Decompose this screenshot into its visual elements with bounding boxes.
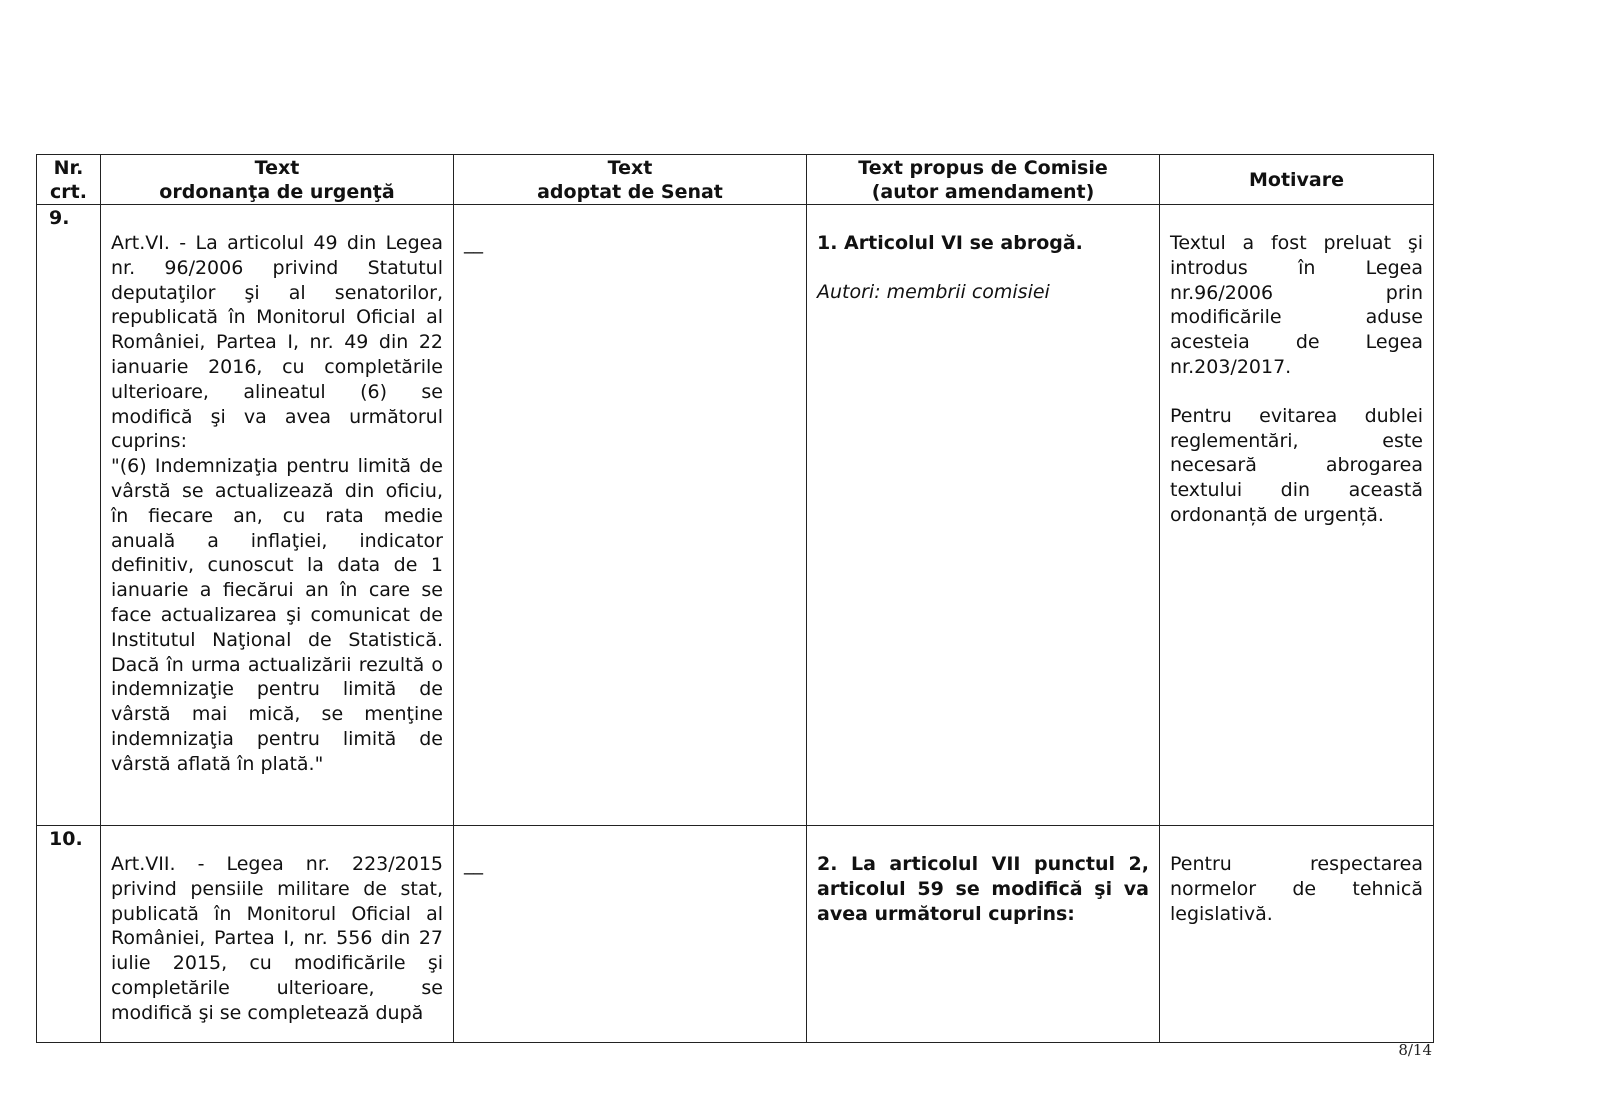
senat-cell	[454, 205, 807, 826]
ordonanta-cell	[101, 826, 454, 1043]
header-nr-label: Nr. crt.	[50, 156, 87, 203]
header-ordonanta	[101, 155, 454, 205]
amendment-authors: Autori: membrii comisiei	[817, 280, 1050, 303]
senat-text: __	[464, 232, 483, 254]
header-nr	[37, 155, 101, 205]
motivare-paragraph: Pentru evitarea dublei reglementări, este necesară abrogarea textului din această ordonanță de urgență.	[1170, 404, 1423, 526]
table-row	[37, 205, 1434, 826]
header-motivare-label: Motivare	[1248, 168, 1345, 191]
page-number: 8/14	[1398, 1041, 1432, 1059]
header-senat-label: Text adoptat de Senat	[537, 156, 723, 203]
header-motivare	[1160, 155, 1434, 205]
senat-text: __	[464, 853, 483, 875]
ordonanta-cell	[101, 205, 454, 826]
motivare-cell	[1160, 826, 1434, 1043]
row-number-cell	[37, 205, 101, 826]
motivare-cell	[1160, 205, 1434, 826]
comisie-cell	[807, 826, 1160, 1043]
row-number: 9.	[49, 207, 70, 229]
amendment-title: 1. Articolul VI se abrogă.	[817, 232, 1083, 254]
senat-cell	[454, 826, 807, 1043]
row-number: 10.	[49, 828, 83, 850]
table-header-row	[37, 155, 1434, 205]
motivare-paragraph: Textul a fost preluat şi introdus în Legea nr.96/2006 prin modificările aduse acesteia de Legea nr.203/2017.	[1170, 232, 1423, 378]
header-ordonanta-label: Text ordonanţa de urgenţă	[159, 156, 395, 203]
comisie-cell	[807, 205, 1160, 826]
ordonanta-text: Art.VII. - Legea nr. 223/2015 privind pensiile militare de stat, publicată în Monitorul Oficial al României, Partea I, nr. 556 din 27 iulie 2015, cu modificările şi completările ulterioare, se modifică şi se completează după	[111, 853, 443, 1024]
amendment-title: 2. La articolul VII punctul 2, articolul 59 se modifică şi va avea următorul cuprins:	[817, 853, 1149, 925]
row-number-cell	[37, 826, 101, 1043]
table-row	[37, 826, 1434, 1043]
amendments-table	[36, 154, 1434, 1043]
motivare-paragraph: Pentru respectarea normelor de tehnică legislativă.	[1170, 853, 1423, 925]
header-senat	[454, 155, 807, 205]
header-comisie	[807, 155, 1160, 205]
ordonanta-text: Art.VI. - La articolul 49 din Legea nr. 96/2006 privind Statutul deputaţilor şi al senatorilor, republicată în Monitorul Oficial al României, Partea I, nr. 49 din 22 ianuarie 2016, cu completările ulterioare, alineatul (6) se modifică şi va avea următorul cuprins: "(6) Indemnizaţia pentru limită de vârstă se actualizează din oficiu, în fiecare an, cu rata medie anuală a inflaţiei, indicator definitiv, cunoscut la data de 1 ianuarie a fiecărui an în care se face actualizarea şi comunicat de Institutul Naţional de Statistică. Dacă în urma actualizării rezultă o indemnizaţie pentru limită de vârstă mai mică, se menţine indemnizaţia pentru limită de vârstă aflată în plată."	[111, 232, 443, 775]
header-comisie-label: Text propus de Comisie (autor amendament)	[858, 156, 1108, 203]
